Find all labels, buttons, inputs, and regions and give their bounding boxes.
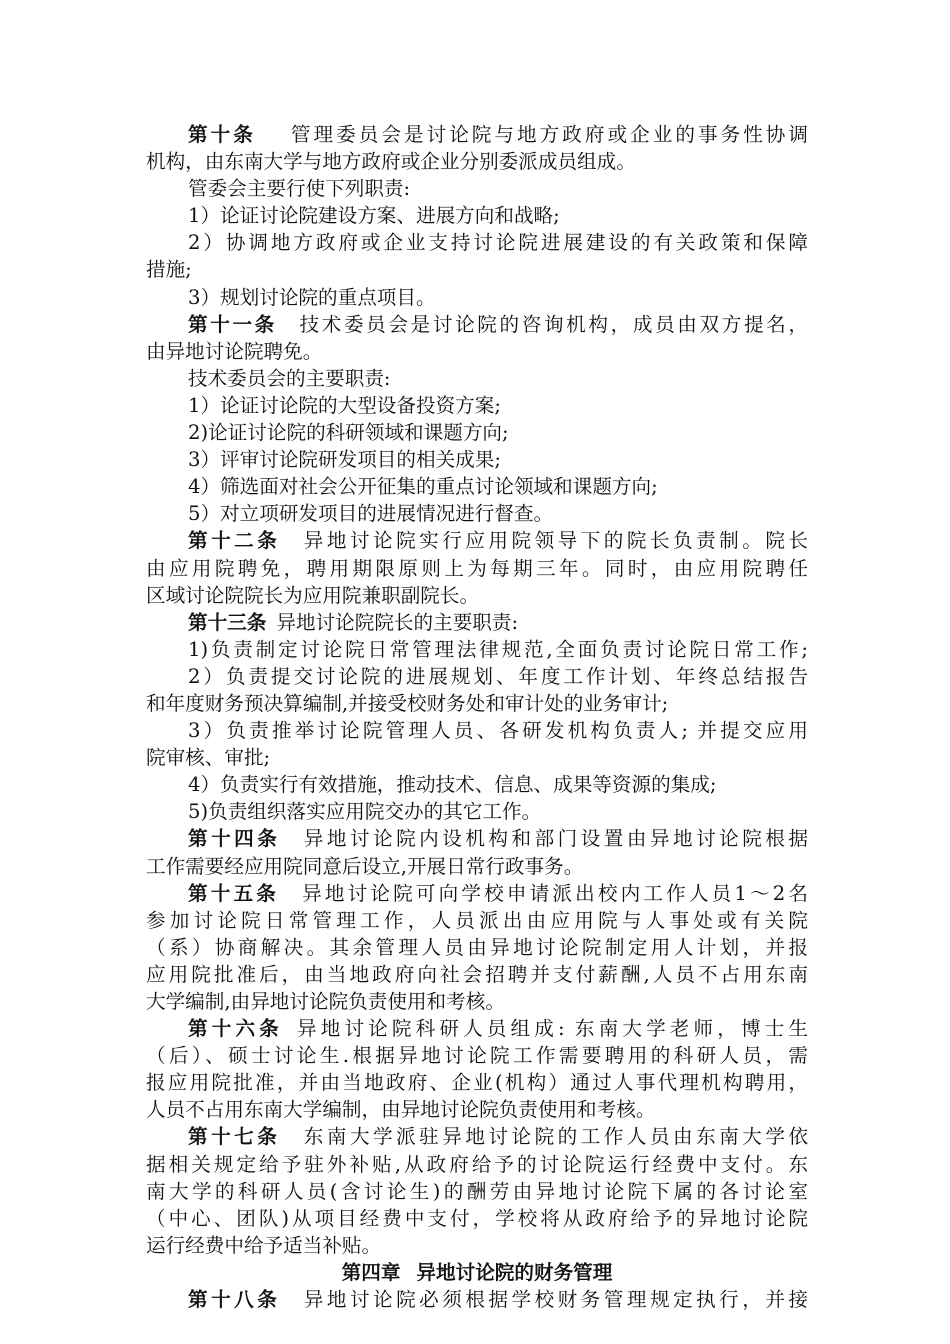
text-line: [146, 555, 808, 582]
article-heading: 第十二条: [188, 529, 281, 553]
text-line: [146, 1178, 808, 1205]
paragraph-text: 据相关规定给予驻外补贴,从政府给予的讨论院运行经费中支付。东: [146, 1152, 808, 1176]
text-line: [146, 853, 808, 880]
text-line: [146, 934, 808, 961]
list-item: [146, 392, 808, 419]
article-15-line-1: [146, 880, 808, 907]
text-line: [146, 1042, 808, 1069]
list-item: [146, 229, 808, 256]
list-item: [146, 771, 808, 798]
paragraph-text: 和年度财务预决算编制,并接受校财务处和审计处的业务审计;: [146, 691, 669, 715]
list-item: [146, 717, 808, 744]
paragraph-text: 工作需要经应用院同意后设立,开展日常行政事务。: [146, 854, 584, 878]
text-line: [146, 690, 808, 717]
paragraph-text: 异地讨论院内设机构和部门设置由异地讨论院根据: [300, 827, 808, 851]
paragraph-text: 东南大学派驻异地讨论院的工作人员由东南大学依: [300, 1125, 808, 1149]
article-heading: 第十条: [188, 123, 256, 146]
list-item-text: 2）负责提交讨论院的进展规划、年度工作计划、年终总结报告: [188, 664, 808, 688]
paragraph-text: 人员不占用东南大学编制，由异地讨论院负责使用和考核。: [146, 1098, 656, 1122]
paragraph-text: （系）协商解决。其余管理人员由异地讨论院制定用人计划，并报: [146, 935, 808, 959]
list-item-text: 1）论证讨论院建设方案、进展方向和战略;: [188, 204, 560, 228]
paragraph-text: 措施;: [146, 258, 192, 282]
list-item: [146, 473, 808, 500]
paragraph-text: 技术委员会是讨论院的咨询机构，成员由双方提名，: [296, 312, 808, 336]
list-item-text: 5)负责组织落实应用院交办的其它工作。: [188, 800, 542, 824]
article-heading: 第十四条: [188, 827, 281, 851]
chapter-title: 异地讨论院的财务管理: [416, 1260, 613, 1284]
paragraph-text: （后）、硕士讨论生.根据异地讨论院工作需要聘用的科研人员，需: [146, 1044, 808, 1068]
paragraph-text: 异地讨论院可向学校申请派出校内工作人员1～2名: [299, 881, 808, 905]
chapter-number: 第四章: [341, 1260, 401, 1284]
paragraph-text: 管委会主要行使下列职责:: [188, 177, 411, 201]
article-heading: 第十六条: [188, 1017, 283, 1041]
paragraph-text: 异地讨论院科研人员组成: 东南大学老师，博士生: [292, 1017, 808, 1041]
paragraph-text: 区域讨论院院长为应用院兼职副院长。: [146, 583, 480, 607]
article-17-line-1: [146, 1123, 808, 1150]
paragraph-text: 应用院批准后，由当地政府向社会招聘并支付薪酬,人员不占用东南: [146, 962, 808, 986]
list-item-text: 3）评审讨论院研发项目的相关成果;: [188, 448, 501, 472]
list-item-text: 3）负责推举讨论院管理人员、各研发机构负责人; 并提交应用: [188, 719, 808, 743]
article-13-line-1: [146, 609, 808, 636]
text-line: [146, 256, 808, 283]
article-heading: 第十七条: [188, 1125, 281, 1149]
list-item-text: 2)论证讨论院的科研领域和课题方向;: [188, 421, 509, 445]
paragraph-text: 异地讨论院实行应用院领导下的院长负责制。院长: [300, 529, 808, 553]
list-item: [146, 419, 808, 446]
article-heading: 第十八条: [188, 1288, 281, 1312]
text-line: [146, 744, 808, 771]
article-18-line-1: [146, 1286, 808, 1313]
paragraph-text: 由异地讨论院聘免。: [146, 339, 323, 363]
text-line: [146, 961, 808, 988]
text-line: [146, 175, 808, 202]
paragraph-text: （中心、团队)从项目经费中支付，学校将从政府给予的异地讨论院: [146, 1206, 808, 1230]
article-12-line-1: [146, 527, 808, 554]
list-item: [146, 636, 808, 663]
chapter-heading: [146, 1259, 808, 1286]
text-line: [146, 338, 808, 365]
article-heading: 第十一条: [188, 312, 277, 336]
paragraph-text: 南大学的科研人员(含讨论生)的酬劳由异地讨论院下属的各讨论室: [146, 1179, 808, 1203]
list-item: [146, 798, 808, 825]
article-14-line-1: [146, 825, 808, 852]
paragraph-text: 报应用院批准，并由当地政府、企业(机构）通过人事代理机构聘用，: [146, 1071, 808, 1095]
article-heading: 第十三条: [188, 610, 267, 634]
list-item-text: 3）规划讨论院的重点项目。: [188, 285, 436, 309]
text-line: [146, 1151, 808, 1178]
text-line: [146, 1069, 808, 1096]
paragraph-text: 管理委员会是讨论院与地方政府或企业的事务性协调: [287, 123, 808, 146]
paragraph-text: 大学编制,由异地讨论院负责使用和考核。: [146, 990, 505, 1013]
list-item-text: 1)负责制定讨论院日常管理法律规范,全面负责讨论院日常工作;: [188, 637, 808, 661]
article-10-line-1: [146, 121, 808, 148]
text-line: [146, 1232, 808, 1259]
paragraph-text: 异地讨论院必须根据学校财务管理规定执行，并接: [300, 1288, 808, 1312]
paragraph-text: 技术委员会的主要职责:: [188, 366, 391, 390]
list-item-text: 4）负责实行有效措施，推动技术、信息、成果等资源的集成;: [188, 773, 717, 797]
text-line: [146, 907, 808, 934]
article-11-line-1: [146, 311, 808, 338]
paragraph-text: 机构，由东南大学与地方政府或企业分别委派成员组成。: [146, 150, 636, 174]
list-item: [146, 284, 808, 311]
list-item-text: 2）协调地方政府或企业支持讨论院进展建设的有关政策和保障: [188, 231, 808, 255]
text-line: [146, 582, 808, 609]
list-item: [146, 446, 808, 473]
list-item: [146, 500, 808, 527]
paragraph-text: 参加讨论院日常管理工作，人员派出由应用院与人事处或有关院: [146, 908, 808, 932]
text-line: [146, 365, 808, 392]
list-item-text: 4）筛选面对社会公开征集的重点讨论领域和课题方向;: [188, 475, 658, 499]
text-line: [146, 988, 808, 1015]
text-line: [146, 1096, 808, 1123]
paragraph-text: 异地讨论院院长的主要职责:: [276, 610, 519, 634]
article-heading: 第十五条: [188, 881, 279, 905]
list-item: [146, 202, 808, 229]
list-item-text: 5）对立项研发项目的进展情况进行督查。: [188, 502, 554, 526]
text-line: [146, 1205, 808, 1232]
paragraph-text: 运行经费中给予适当补贴。: [146, 1233, 382, 1257]
list-item-text: 1）论证讨论院的大型设备投资方案;: [188, 393, 501, 417]
paragraph-text: 院审核、审批;: [146, 746, 271, 770]
text-line: [146, 148, 808, 175]
document-body: [146, 121, 808, 1313]
paragraph-text: 由应用院聘免，聘用期限原则上为每期三年。同时，由应用院聘任: [146, 556, 808, 580]
article-16-line-1: [146, 1015, 808, 1042]
list-item: [146, 663, 808, 690]
